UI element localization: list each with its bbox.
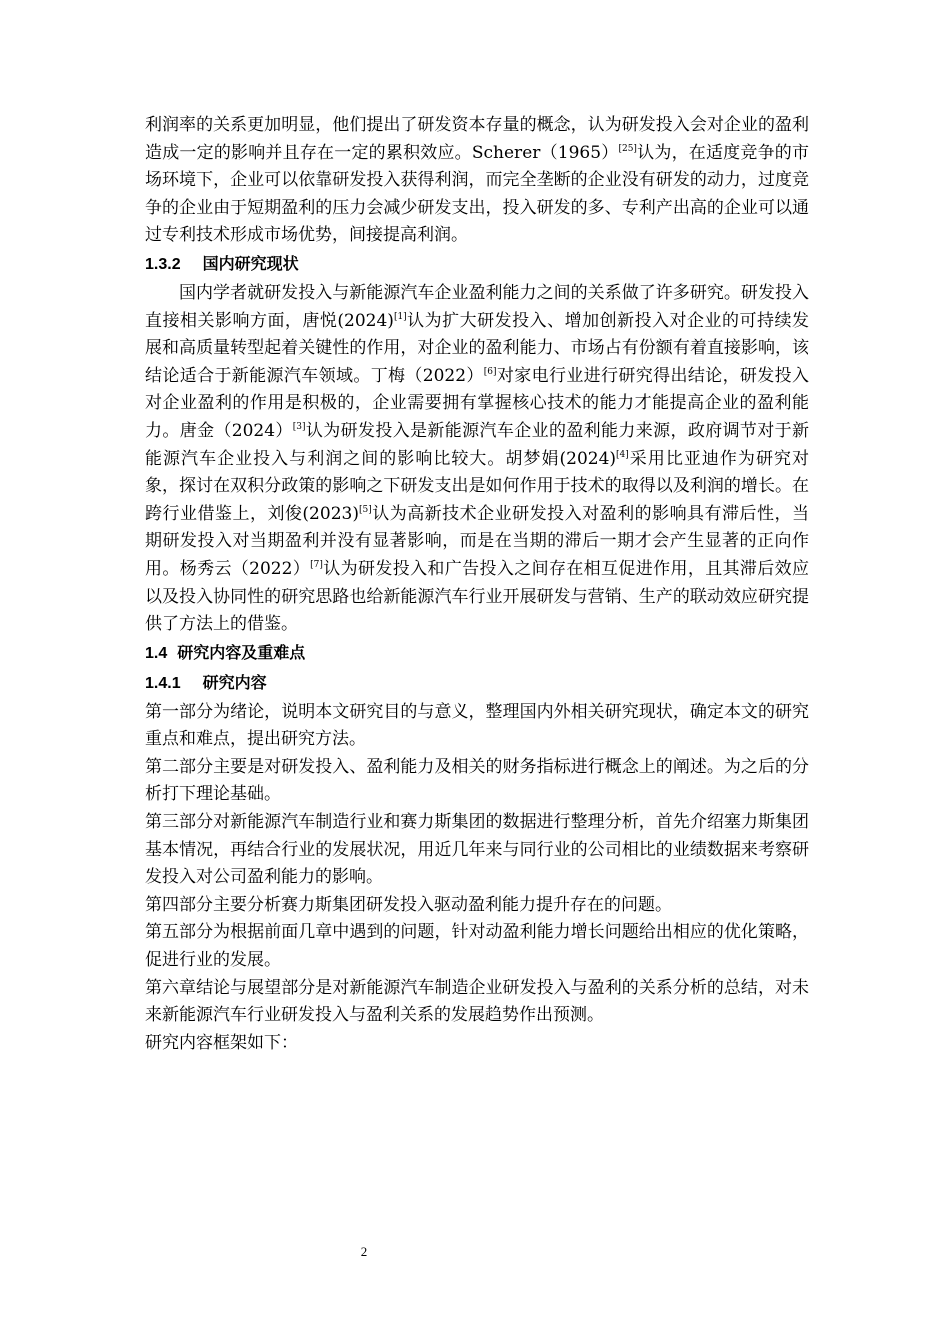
heading-title: 研究内容及重难点 (177, 644, 306, 662)
heading-title: 研究内容 (202, 674, 267, 692)
text-run: 认为高新技术企业研发投入对盈利的影响具有滞后性，当期研发投入对当期盈利并没有显著影响，而是在当期的滞后一期才会产生显著的正向作用。杨秀云（2022） (145, 503, 810, 579)
content-paragraph: 研究内容框架如下： (145, 1032, 298, 1053)
citation-ref: [7] (310, 559, 323, 570)
citation-ref: [3] (292, 421, 306, 432)
text-run: 认为研发投入和广告投入之间存在相互促进作用，且其滞后效应以及投入协同性的研究思路也给新能源汽车行业开展研发与营销、生产的联动效应研究提供了方法上的借鉴。 (145, 558, 810, 635)
body-text (145, 112, 809, 1057)
heading-number: 1.4.1 (145, 674, 181, 692)
content-paragraph: 第二部分主要是对研发投入、盈利能力及相关的财务指标进行概念上的阐述。为之后的分析打下理论基础。 (145, 756, 809, 805)
content-paragraph: 第五部分为根据前面几章中遇到的问题，针对动盈利能力增长问题给出相应的优化策略，促进行业的发展。 (145, 922, 809, 971)
heading-1-4-1 (145, 669, 809, 699)
content-paragraph: 第一部分为绪论，说明本文研究目的与意义，整理国内外相关研究现状，确定本文的研究重点和难点，提出研究方法。 (145, 701, 809, 750)
text-run: 采用比亚迪作为研究对象，探讨在双积分政策的影响之下研发支出是如何作用于技术的取得以及利润的增长。在跨行业借鉴上，刘俊(2023) (145, 448, 809, 524)
intro-paragraph (145, 112, 809, 250)
heading-number: 1.4 (145, 644, 168, 662)
content-paragraph: 第三部分对新能源汽车制造行业和赛力斯集团的数据进行整理分析，首先介绍塞力斯集团基本情况，再结合行业的发展状况，用近几年来与同行业的公司相比的业绩数据来考察研发投入对公司盈利能力的影响。 (145, 812, 809, 888)
content-paragraph: 第六章结论与展望部分是对新能源汽车制造企业研发投入与盈利的关系分析的总结，对未来新能源汽车行业研发投入与盈利关系的发展趋势作出预测。 (145, 977, 809, 1026)
heading-1-4 (145, 639, 809, 669)
citation-ref: [25] (618, 143, 637, 154)
citation-ref: [6] (483, 366, 497, 377)
page-number: 2 (360, 1244, 368, 1259)
citation-ref: [5] (358, 504, 372, 515)
heading-1-3-2 (145, 250, 809, 280)
text-run: 认为扩大研发投入、增加创新投入对企业的可持续发展和高质量转型起着关键性的作用，对企业的盈利能力、市场占有份额有着直接影响，该结论适合于新能源汽车领域。丁梅（2022） (145, 310, 809, 386)
citation-ref: [1] (393, 311, 407, 322)
text-run: 国内学者就研发投入与新能源汽车企业盈利能力之间的关系做了许多研究。研发投入直接相关影响方面，唐悦(2024) (145, 282, 809, 331)
text-run: 利润率的关系更加明显，他们提出了研发资本存量的概念，认为研发投入会对企业的盈利造成一定的影响并且存在一定的累积效应。Scherer（1965） (145, 115, 809, 163)
domestic-research-paragraph (145, 280, 809, 639)
content-paragraph: 第四部分主要分析赛力斯集团研发投入驱动盈利能力提升存在的问题。 (145, 894, 672, 915)
text-run: 认为，在适度竞争的市场环境下，企业可以依靠研发投入获得利润，而完全垄断的企业没有研发的动力，过度竞争的企业由于短期盈利的压力会减少研发支出，投入研发的多、专利产出高的企业可以通过专利技术形成市场优势，间接提高利润。 (145, 142, 809, 246)
heading-title: 国内研究现状 (202, 255, 299, 273)
text-run: 认为研发投入是新能源汽车企业的盈利能力来源，政府调节对于新能源汽车企业投入与利润之间的影响比较大。胡梦娟(2024) (145, 420, 810, 469)
text-run: 对家电行业进行研究得出结论，研发投入对企业盈利的作用是积极的，企业需要拥有掌握核心技术的能力才能提高企业的盈利能力。唐金（2024） (145, 365, 810, 441)
heading-number: 1.3.2 (145, 255, 181, 273)
citation-ref: [4] (616, 449, 629, 460)
